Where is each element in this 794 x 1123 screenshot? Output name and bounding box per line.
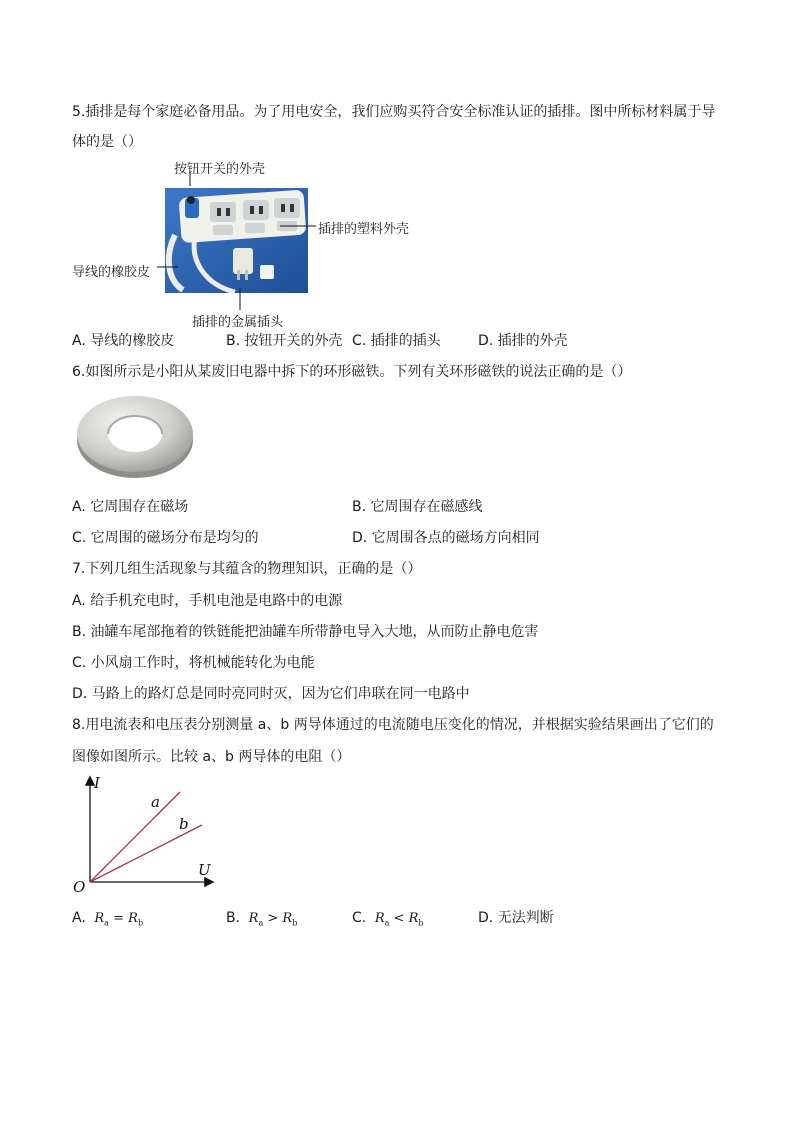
option-c-letter: C. [352, 910, 367, 926]
q5-option-c[interactable]: C. 插排的插头 [352, 333, 441, 349]
line-a [90, 792, 180, 882]
q8-option-c[interactable] [352, 908, 424, 934]
q8-stem-line1: 8.用电流表和电压表分别测量 a、b 两导体通过的电流随电压变化的情况，并根据实验结果画出了它们的 [72, 717, 714, 733]
q7-option-a[interactable]: A. 给手机充电时，手机电池是电路中的电源 [72, 593, 343, 609]
q7-option-d[interactable]: D. 马路上的路灯总是同时亮同时灭，因为它们串联在同一电路中 [72, 686, 470, 702]
q6-option-b[interactable]: B. 它周围存在磁感线 [352, 499, 483, 515]
label-metal-plug: 插排的金属插头 [192, 315, 284, 330]
origin-label: O [73, 878, 86, 895]
label-switch-shell: 按钮开关的外壳 [174, 162, 266, 177]
q6-stem: 6.如图所示是小阳从某废旧电器中拆下的环形磁铁。下列有关环形磁铁的说法正确的是（） [72, 364, 632, 380]
line-b [90, 825, 202, 882]
q7-stem: 7.下列几组生活现象与其蕴含的物理知识，正确的是（） [72, 561, 422, 577]
q5-stem-line1: 5.插排是每个家庭必备用品。为了用电安全，我们应购买符合安全标准认证的插排。图中所标材料属于导 [72, 104, 716, 120]
q6-option-c[interactable]: C. 它周围的磁场分布是均匀的 [72, 530, 259, 546]
line-a-label: a [151, 793, 160, 811]
q8-option-d[interactable]: D. 无法判断 [478, 910, 554, 926]
option-c-expression: $R_a < R_b$ [374, 911, 424, 928]
q8-stem-line2: 图像如图所示。比较 a、b 两导体的电阻（） [72, 749, 351, 765]
q8-option-a[interactable] [72, 908, 143, 934]
option-a-letter: A. [72, 910, 86, 926]
q6-option-a[interactable]: A. 它周围存在磁场 [72, 499, 189, 515]
q7-option-b[interactable]: B. 油罐车尾部拖着的铁链能把油罐车所带静电导入大地，从而防止静电危害 [72, 624, 539, 640]
line-b-label: b [179, 815, 189, 833]
option-b-expression: $R_a > R_b$ [248, 911, 298, 928]
q7-option-c[interactable]: C. 小风扇工作时，将机械能转化为电能 [72, 655, 315, 671]
q5-option-d[interactable]: D. 插排的外壳 [478, 333, 568, 349]
y-axis-label: I [94, 774, 100, 792]
q5-option-a[interactable]: A. 导线的橡胶皮 [72, 333, 175, 349]
option-a-expression: $R_a = R_b$ [94, 911, 144, 928]
q5-option-b[interactable]: B. 按钮开关的外壳 [226, 333, 343, 349]
iu-graph [70, 770, 220, 895]
option-b-letter: B. [226, 910, 241, 926]
x-axis-label: U [198, 861, 211, 879]
q5-stem-line2: 体的是（） [72, 134, 142, 150]
q6-option-d[interactable]: D. 它周围各点的磁场方向相同 [352, 530, 540, 546]
label-wire-rubber: 导线的橡胶皮 [72, 265, 151, 280]
ring-magnet-photo [75, 392, 195, 482]
leader-lines [150, 170, 330, 315]
q8-option-b[interactable] [226, 908, 297, 934]
label-plastic-shell: 插排的塑料外壳 [318, 222, 410, 237]
